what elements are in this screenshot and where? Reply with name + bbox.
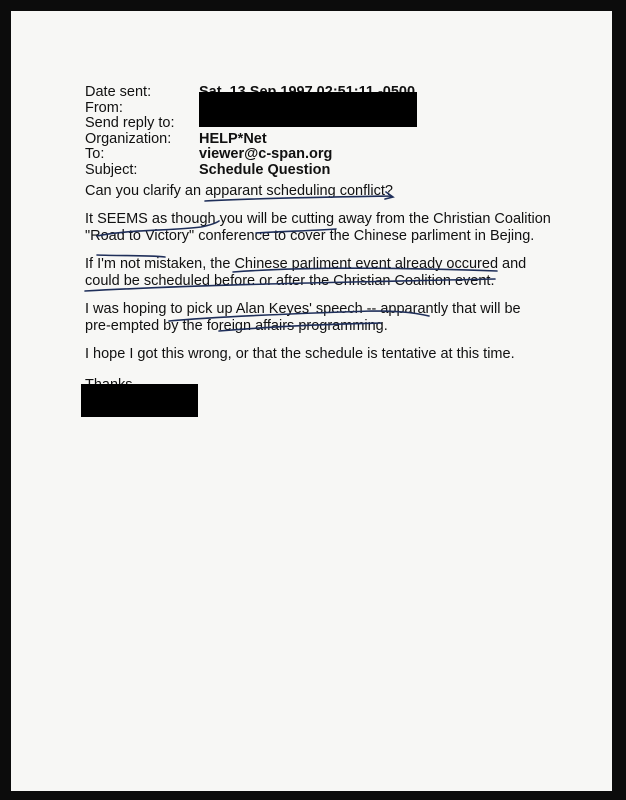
document-page xyxy=(11,11,612,791)
organization-value: HELP*Net xyxy=(199,130,267,147)
paragraph-2-line-1: It SEEMS as though you will be cutting away from the Christian Coalition xyxy=(85,211,551,227)
paragraph-5: I hope I got this wrong, or that the schedule is tentative at this time. xyxy=(85,346,515,362)
paragraph-2-line-2: "Road to Victory" conference to cover the Chinese parliment in Bejing. xyxy=(85,228,535,244)
paragraph-3-line-2: could be scheduled before or after the Christian Coalition event. xyxy=(85,273,495,289)
date-sent-label: Date sent: xyxy=(85,84,152,100)
paragraph-2 xyxy=(85,211,551,245)
sender-redaction xyxy=(199,92,417,127)
paragraph-3-line-1: If I'm not mistaken, the Chinese parliment event already occured and xyxy=(85,256,527,272)
reply-label: Send reply to: xyxy=(85,115,175,131)
subject-label: Subject: xyxy=(85,161,138,178)
to-label: To: xyxy=(85,146,105,162)
signature-redaction xyxy=(81,384,198,417)
from-label: From: xyxy=(85,99,123,116)
paragraph-4-line-2: pre-empted by the foreign affairs programming. xyxy=(85,318,388,334)
paragraph-4 xyxy=(85,301,545,335)
organization-row xyxy=(85,132,415,148)
subject-row xyxy=(85,163,415,179)
organization-label: Organization: xyxy=(85,130,172,147)
paragraph-3 xyxy=(85,256,545,290)
to-row xyxy=(85,147,415,163)
paragraph-1: Can you clarify an apparant scheduling conflict? xyxy=(85,183,393,199)
subject-value: Schedule Question xyxy=(199,161,331,178)
email-body xyxy=(85,183,551,405)
paragraph-4-line-1: I was hoping to pick up Alan Keyes' speech -- apparantly that will be xyxy=(85,301,521,317)
to-value: viewer@c-span.org xyxy=(199,146,333,162)
